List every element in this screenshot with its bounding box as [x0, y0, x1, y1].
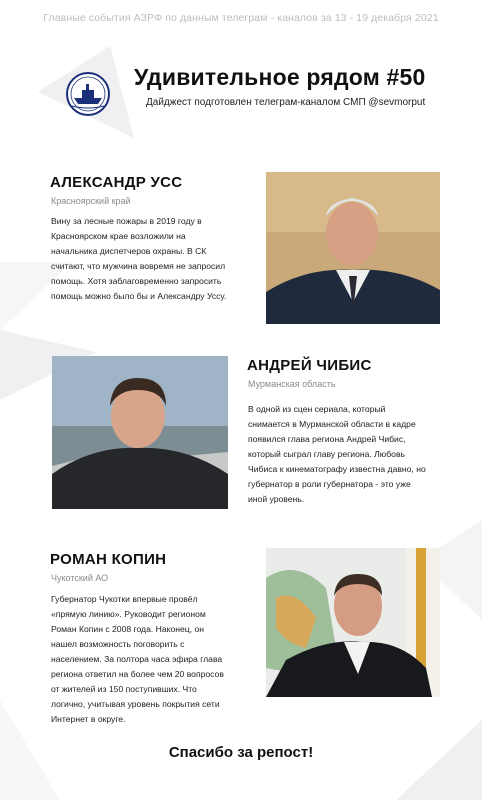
- person-region: Мурманская область: [248, 379, 336, 389]
- thanks-message: Спасибо за репост!: [168, 744, 314, 761]
- person-bio: Вину за лесные пожары в 2019 году в Красноярском крае возложили на начальника диспетчеров охраны. В СК считают, что мужчина вовремя не запросил помощь. Хотя заблаговременно запросить помощь можно было бы и Александру Уссу.: [51, 216, 227, 301]
- logo: [38, 46, 138, 138]
- person-name: РОМАН КОПИН: [50, 551, 167, 568]
- person-bio: Губернатор Чукотки впервые провёл «прямую линию». Руководит регионом Роман Копин с 2008 года. Наконец, он нашел возможность поговорить с населением. За полтора часа эфира глава региона ответил на более чем 20 вопросов от жителей из 150 поступивших. Что логично, учитывая уровень покрытия сети Интернет в округе.: [51, 594, 224, 724]
- person-name: АНДРЕЙ ЧИБИС: [247, 357, 372, 374]
- person-name: АЛЕКСАНДР УСС: [50, 174, 183, 191]
- person-photo: [266, 172, 440, 324]
- person-region: Чукотский АО: [51, 573, 109, 583]
- header-caption: Главные события АЗРФ по данным телеграм - каналов за 13 - 19 декабря 2021: [43, 12, 439, 24]
- page-subtitle: Дайджест подготовлен телеграм-каналом СМП @sevmorput: [146, 97, 426, 108]
- person-photo: [52, 356, 228, 509]
- person-photo: [266, 548, 440, 697]
- page-title: Удивительное рядом #50: [134, 64, 426, 90]
- person-bio: В одной из сцен сериала, который снимается в Мурманской области в кадре появился глава региона Андрей Чибис, который сыграл главу региона. Любовь Чибиса к кинематографу известна давно, но губернатор в роли губернатора - это уже иной уровень.: [248, 404, 426, 504]
- person-region: Красноярский край: [51, 196, 131, 206]
